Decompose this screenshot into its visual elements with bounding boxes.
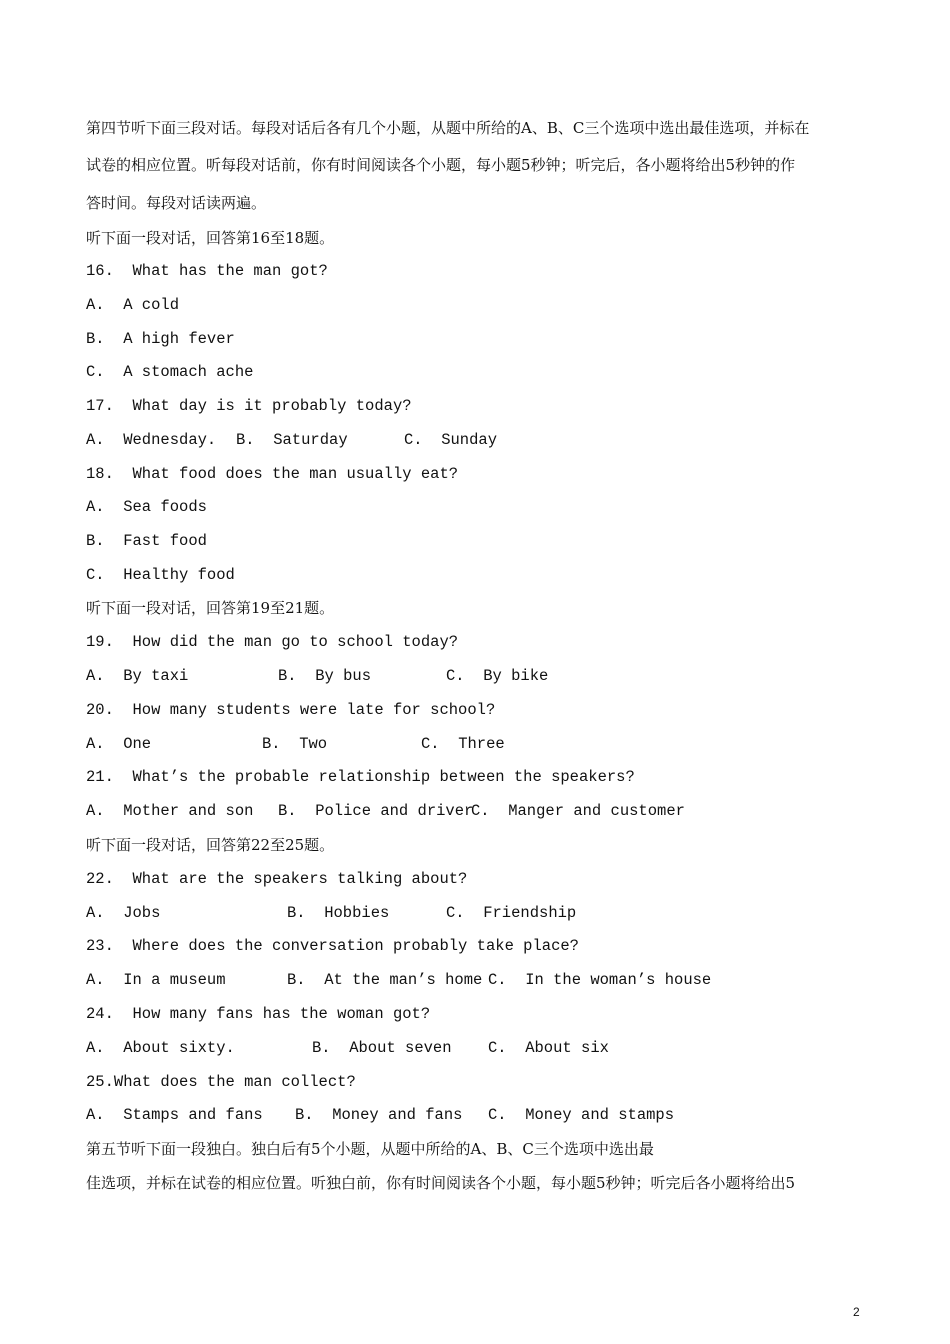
question-25-option-b: B. Money and fans <box>295 1106 463 1124</box>
question-25-option-a: A. Stamps and fans <box>86 1106 263 1124</box>
question-24-option-c: C. About six <box>488 1039 609 1057</box>
dialog2-instruction: 听下面一段对话，回答第19至21题。 <box>86 599 335 617</box>
page-number: 2 <box>853 1305 860 1319</box>
section4-intro-line3: 答时间。每段对话读两遍。 <box>86 194 267 212</box>
question-17-option-a: A. Wednesday. <box>86 431 217 449</box>
question-19-stem: 19. How did the man go to school today? <box>86 633 459 651</box>
question-18-option-b: B. Fast food <box>86 532 207 550</box>
section4-intro-line1: 第四节听下面三段对话。每段对话后各有几个小题，从题中所给的A、B、C三个选项中选出最佳选项，并标在 <box>86 119 810 137</box>
question-21-stem: 21. What’s the probable relationship between the speakers? <box>86 768 635 786</box>
question-23-option-c: C. In the woman’s house <box>488 971 712 989</box>
question-22-option-a: A. Jobs <box>86 904 161 922</box>
dialog1-instruction: 听下面一段对话，回答第16至18题。 <box>86 229 335 247</box>
question-25-option-c: C. Money and stamps <box>488 1106 675 1124</box>
question-22-option-c: C. Friendship <box>446 904 577 922</box>
section5-intro-line1: 第五节听下面一段独白。独白后有5个小题，从题中所给的A、B、C三个选项中选出最 <box>86 1140 654 1158</box>
question-23-option-a: A. In a museum <box>86 971 226 989</box>
section5-intro-line2: 佳选项，并标在试卷的相应位置。听独白前，你有时间阅读各个小题，每小题5秒钟；听完后各小题将给出5 <box>86 1174 796 1192</box>
question-21-option-b: B. Police and driver <box>278 802 474 820</box>
question-19-option-a: A. By taxi <box>86 667 189 685</box>
dialog3-instruction: 听下面一段对话，回答第22至25题。 <box>86 836 335 854</box>
question-20-option-a: A. One <box>86 735 152 753</box>
question-20-option-b: B. Two <box>262 735 328 753</box>
question-18-option-c: C. Healthy food <box>86 566 235 584</box>
question-16-option-a: A. A cold <box>86 296 180 314</box>
question-16-stem: 16. What has the man got? <box>86 262 328 280</box>
question-24-stem: 24. How many fans has the woman got? <box>86 1005 431 1023</box>
question-20-stem: 20. How many students were late for school? <box>86 701 496 719</box>
question-17-stem: 17. What day is it probably today? <box>86 397 412 415</box>
question-18-option-a: A. Sea foods <box>86 498 207 516</box>
question-21-option-a: A. Mother and son <box>86 802 254 820</box>
question-20-option-c: C. Three <box>421 735 505 753</box>
question-17-option-c: C. Sunday <box>404 431 498 449</box>
question-19-option-c: C. By bike <box>446 667 549 685</box>
question-23-option-b: B. At the man’s home <box>287 971 483 989</box>
question-18-stem: 18. What food does the man usually eat? <box>86 465 459 483</box>
question-21-option-c: C. Manger and customer <box>471 802 685 820</box>
section4-intro-line2: 试卷的相应位置。听每段对话前，你有时间阅读各个小题，每小题5秒钟；听完后，各小题将给出5秒钟的作 <box>86 156 796 174</box>
question-19-option-b: B. By bus <box>278 667 372 685</box>
question-25-stem: 25.What does the man collect? <box>86 1073 356 1091</box>
question-16-option-b: B. A high fever <box>86 330 235 348</box>
question-23-stem: 23. Where does the conversation probably take place? <box>86 937 579 955</box>
question-24-option-a: A. About sixty. <box>86 1039 235 1057</box>
question-22-stem: 22. What are the speakers talking about? <box>86 870 468 888</box>
question-17-option-b: B. Saturday <box>236 431 348 449</box>
question-16-option-c: C. A stomach ache <box>86 363 254 381</box>
question-24-option-b: B. About seven <box>312 1039 452 1057</box>
question-22-option-b: B. Hobbies <box>287 904 390 922</box>
